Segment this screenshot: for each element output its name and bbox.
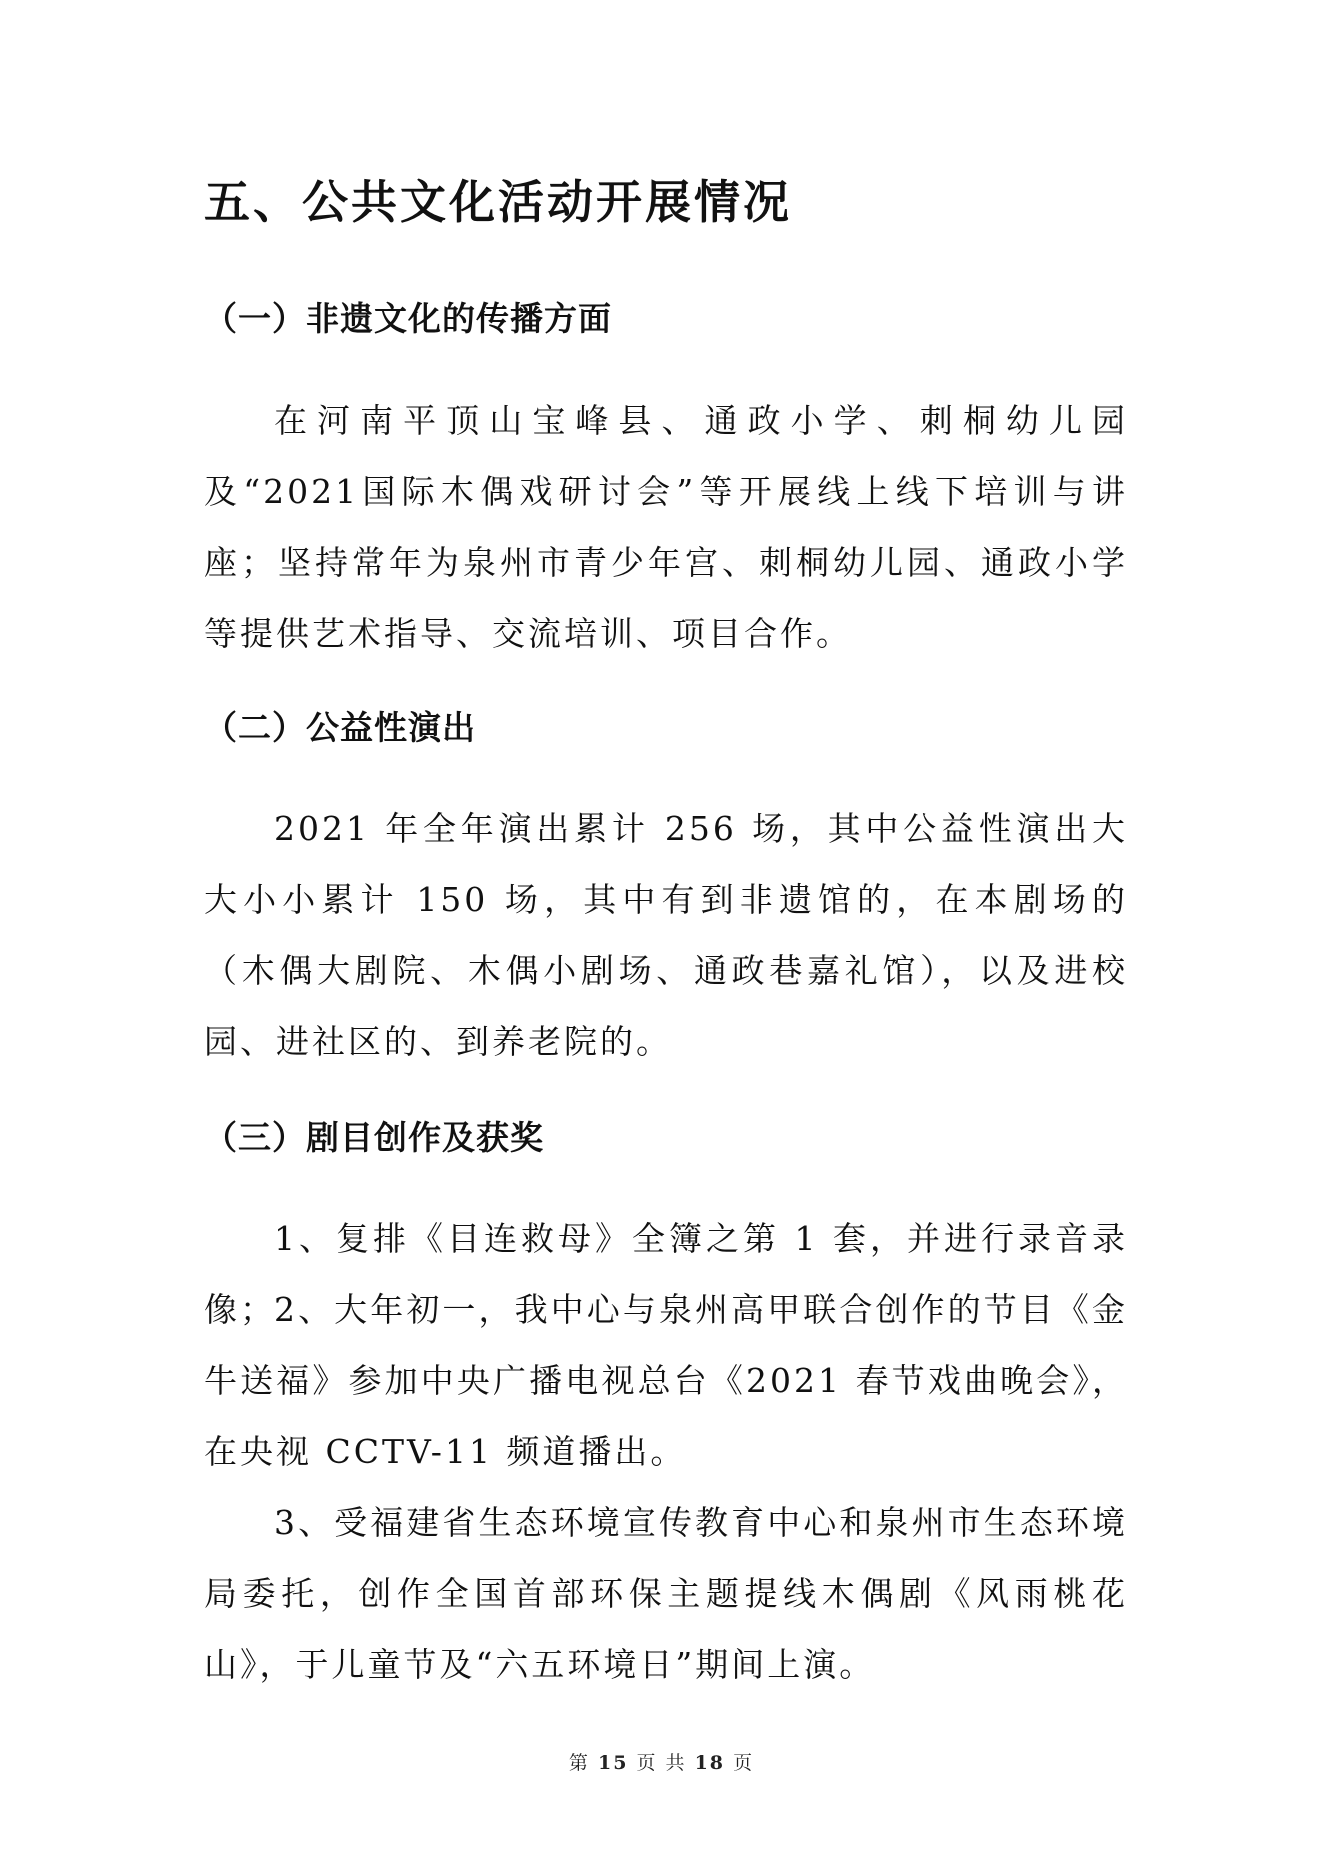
section-heading-3: （三）剧目创作及获奖	[204, 1118, 544, 1157]
section-3-paragraph-2: 2、大年初一，我中心与泉州高甲联合创作的节目《金牛送福》参加中央广播电视总台《2021 春节戏曲晚会》，在央视 CCTV-11 频道播出。	[204, 1290, 1128, 1471]
section-3-paragraph-3: 3、受福建省生态环境宣传教育中心和泉州市生态环境局委托，创作全国首部环保主题提线木偶剧《风雨桃花山》，于儿童节及“六五环境日”期间上演。	[204, 1503, 1128, 1684]
footer-suffix: 页	[733, 1752, 755, 1774]
footer-middle: 页 共	[636, 1752, 687, 1774]
section-heading-2: （二）公益性演出	[204, 708, 476, 747]
section-3-paragraph-1: 1、复排《目连救母》全簿之第 1 套，并进行录音录像；	[204, 1219, 1128, 1329]
footer-prefix: 第	[568, 1752, 590, 1774]
section-heading-1: （一）非遗文化的传播方面	[204, 299, 612, 338]
page-footer	[0, 1748, 1323, 1775]
section-2-paragraph-1: 2021 年全年演出累计 256 场，其中公益性演出大大小小累计 150 场，其中有到非遗馆的，在本剧场的（木偶大剧院、木偶小剧场、通政巷嘉礼馆），以及进校园、进社区的、到养老院的。	[204, 809, 1128, 1061]
page-title: 五、公共文化活动开展情况	[204, 175, 792, 229]
footer-current-page: 15	[597, 1752, 629, 1774]
section-1-paragraph-1: 在河南平顶山宝峰县、通政小学、刺桐幼儿园及“2021国际木偶戏研讨会”等开展线上线下培训与讲座；坚持常年为泉州市青少年宫、刺桐幼儿园、通政小学等提供艺术指导、交流培训、项目合作。	[204, 401, 1128, 653]
footer-total-pages: 18	[694, 1752, 726, 1774]
